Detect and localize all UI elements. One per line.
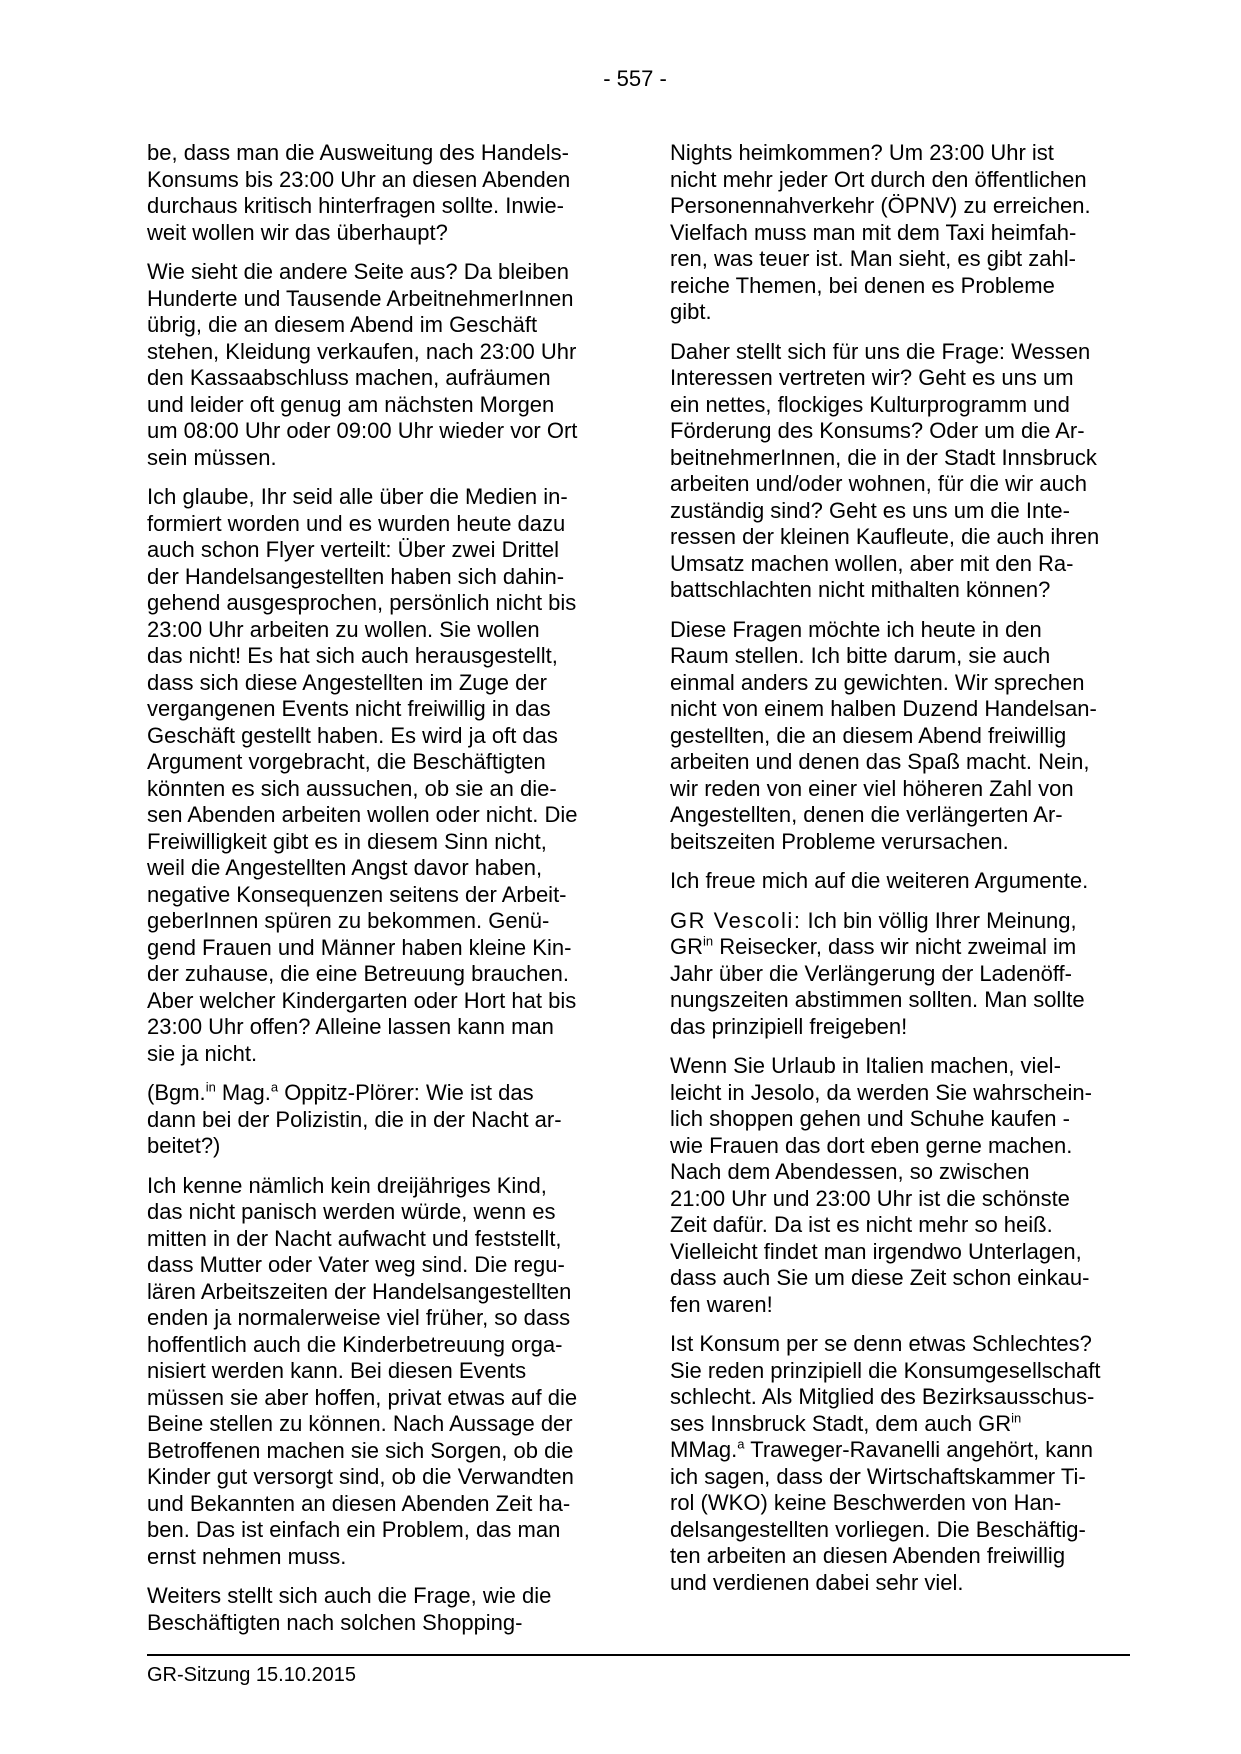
text-run: Mag. (215, 1080, 271, 1105)
text-run: Nach dem Abendessen, so zwischen (670, 1159, 1030, 1184)
paragraph (147, 1173, 627, 1571)
text-run: durchaus kritisch hinterfragen sollte. Inwie- (147, 193, 564, 218)
text-run: und Bekannten an diesen Abenden Zeit ha- (147, 1490, 571, 1516)
left-column (147, 140, 627, 1649)
text-run: Traweger-Ravanelli angehört, kann (744, 1437, 1094, 1462)
text-run: formiert worden und es wurden heute dazu (147, 510, 566, 536)
text-run: der Handelsangestellten haben sich dahin- (147, 563, 565, 589)
text-run: nisiert werden kann. Bei diesen Events (147, 1358, 527, 1383)
text-run: Förderung des Konsums? Oder um die Ar- (670, 418, 1085, 443)
text-run: das prinzipiell freigeben! (670, 1013, 908, 1039)
text-run: Interessen vertreten wir? Geht es uns um (670, 365, 1074, 390)
text-run: battschlachten nicht mithalten können? (670, 577, 1051, 602)
text-run: Wie sieht die andere Seite aus? Da bleiben (147, 259, 569, 284)
text-run: beitszeiten Probleme verursachen. (670, 828, 1009, 854)
text-run: Vielfach muss man mit dem Taxi heimfah- (670, 219, 1077, 245)
text-run: ren, was teuer ist. Man sieht, es gibt zahl- (670, 246, 1076, 271)
text-run: be, dass man die Ausweitung des Handels- (147, 140, 569, 165)
text-run: nicht mehr jeder Ort durch den öffentlichen (670, 166, 1087, 192)
text-run: gehend ausgesprochen, persönlich nicht bis (147, 590, 577, 615)
text-run: Wenn Sie Urlaub in Italien machen, viel- (670, 1053, 1061, 1078)
superscript-text: a (737, 1436, 745, 1452)
text-run: einmal anders zu gewichten. Wir sprechen (670, 669, 1085, 695)
paragraph (147, 1583, 627, 1636)
paragraph (670, 339, 1150, 604)
text-run: Reisecker, dass wir nicht zweimal im (713, 934, 1077, 959)
text-run: Freiwilligkeit gibt es in diesem Sinn nicht, (147, 828, 547, 854)
paragraph (670, 1331, 1150, 1596)
text-run: Jahr über die Verlängerung der Ladenöff- (670, 960, 1072, 986)
text-run: arbeiten und denen das Spaß macht. Nein, (670, 749, 1090, 774)
text-run: gend Frauen und Männer haben kleine Kin- (147, 934, 572, 960)
text-run: das nicht! Es hat sich auch herausgestellt, (147, 643, 558, 668)
text-run: ein nettes, flockiges Kulturprogramm und (670, 391, 1070, 417)
text-run: Kinder gut versorgt sind, ob die Verwandten (147, 1464, 574, 1489)
paragraph (670, 908, 1150, 1041)
text-run: stehen, Kleidung verkaufen, nach 23:00 Uhr (147, 338, 577, 364)
text-run: um 08:00 Uhr oder 09:00 Uhr wieder vor Ort (147, 418, 578, 443)
text-run: dass auch Sie um diese Zeit schon einkau- (670, 1265, 1090, 1290)
text-run: Betroffenen machen sie sich Sorgen, ob die (147, 1437, 574, 1463)
text-run: sen Abenden arbeiten wollen oder nicht. Die (147, 802, 578, 827)
text-run: ressen der kleinen Kaufleute, die auch ihren (670, 524, 1100, 549)
text-run: Geschäft gestellt haben. Es wird ja oft das (147, 722, 558, 748)
text-run: ben. Das ist einfach ein Problem, das man (147, 1517, 561, 1542)
text-run: dann bei der Polizistin, die in der Nacht ar- (147, 1106, 562, 1132)
text-run: Ich kenne nämlich kein dreijähriges Kind, (147, 1172, 547, 1198)
text-run: Ist Konsum per se denn etwas Schlechtes? (670, 1331, 1092, 1356)
text-run: lich shoppen gehen und Schuhe kaufen - (670, 1106, 1070, 1131)
text-run: der zuhause, die eine Betreuung brauchen. (147, 961, 569, 986)
text-run: (Bgm. (147, 1080, 206, 1105)
text-run: Raum stellen. Ich bitte darum, sie auch (670, 643, 1051, 668)
text-run: reiche Themen, bei denen es Probleme (670, 272, 1055, 298)
text-run: und leider oft genug am nächsten Morgen (147, 391, 555, 417)
text-run: Ich freue mich auf die weiteren Argumente. (670, 868, 1089, 893)
paragraph (670, 140, 1150, 326)
page-number: - 557 - (603, 66, 667, 91)
superscript-text: in (703, 933, 714, 949)
text-run: vergangenen Events nicht freiwillig in das (147, 696, 551, 721)
text-run: hoffentlich auch die Kinderbetreuung orga- (147, 1331, 563, 1357)
text-run: enden ja normalerweise viel früher, so dass (147, 1305, 571, 1330)
text-run: ses Innsbruck Stadt, dem auch GR (670, 1410, 1012, 1436)
paragraph (147, 140, 627, 246)
text-run: zuständig sind? Geht es uns um die Inte- (670, 497, 1070, 523)
text-run: Vielleicht findet man irgendwo Unterlagen, (670, 1238, 1082, 1264)
text-run: Nights heimkommen? Um 23:00 Uhr ist (670, 140, 1054, 165)
text-run: gibt. (670, 299, 712, 324)
text-run: dass sich diese Angestellten im Zuge der (147, 669, 547, 695)
text-run: fen waren! (670, 1291, 773, 1317)
text-run: sein müssen. (147, 444, 277, 470)
text-run: MMag. (670, 1437, 738, 1462)
text-run: wir reden von einer viel höheren Zahl von (670, 775, 1074, 801)
text-run: negative Konsequenzen seitens der Arbeit- (147, 881, 567, 907)
text-run: könnten es sich aussuchen, ob sie an die- (147, 775, 557, 801)
paragraph (670, 617, 1150, 856)
text-run: mitten in der Nacht aufwacht und feststellt, (147, 1225, 562, 1251)
text-run: geberInnen spüren zu bekommen. Genü- (147, 908, 550, 933)
text-run: Argument vorgebracht, die Beschäftigten (147, 749, 546, 774)
text-run: 23:00 Uhr arbeiten zu wollen. Sie wollen (147, 616, 540, 642)
paragraph (670, 868, 1150, 895)
text-run: arbeiten und/oder wohnen, für die wir auch (670, 471, 1088, 496)
text-run: Sie reden prinzipiell die Konsumgesellschaft (670, 1357, 1101, 1383)
footer-text: GR-Sitzung 15.10.2015 (147, 1664, 357, 1686)
text-run: den Kassaabschluss machen, aufräumen (147, 365, 551, 390)
text-run: Beine stellen zu können. Nach Aussage der (147, 1411, 573, 1436)
text-run: Personennahverkehr (ÖPNV) zu erreichen. (670, 193, 1091, 218)
text-run: Daher stellt sich für uns die Frage: Wessen (670, 338, 1091, 364)
text-run: Aber welcher Kindergarten oder Hort hat bis (147, 987, 577, 1013)
superscript-text: in (205, 1079, 216, 1095)
text-run: 21:00 Uhr und 23:00 Uhr ist die schönste (670, 1185, 1070, 1211)
superscript-text: in (1011, 1410, 1022, 1426)
text-run: rol (WKO) keine Beschwerden von Han- (670, 1490, 1062, 1515)
text-run: weil die Angestellten Angst davor haben, (147, 855, 543, 880)
text-run: Oppitz-Plörer: Wie ist das (278, 1080, 534, 1105)
text-run: sie ja nicht. (147, 1040, 258, 1066)
text-run: Umsatz machen wollen, aber mit den Ra- (670, 550, 1074, 576)
text-run: auch schon Flyer verteilt: Über zwei Drittel (147, 537, 560, 562)
text-run: ich sagen, dass der Wirtschaftskammer Ti- (670, 1463, 1086, 1489)
paragraph (147, 484, 627, 1067)
text-run: weit wollen wir das überhaupt? (147, 219, 448, 245)
text-run: gestellten, die an diesem Abend freiwillig (670, 722, 1067, 748)
text-run: übrig, die an diesem Abend im Geschäft (147, 312, 538, 337)
text-run: nicht von einem halben Duzend Handelsan- (670, 696, 1097, 721)
text-run: 23:00 Uhr offen? Alleine lassen kann man (147, 1014, 554, 1039)
text-run: schlecht. Als Mitglied des Bezirksausschus- (670, 1384, 1095, 1409)
text-run: Ich bin völlig Ihrer Meinung, (801, 907, 1077, 933)
footer-divider (147, 1654, 1130, 1656)
text-run: GR (670, 934, 703, 959)
text-run: Konsums bis 23:00 Uhr an diesen Abenden (147, 166, 571, 192)
text-run: leicht in Jesolo, da werden Sie wahrschein- (670, 1079, 1092, 1105)
text-run: Beschäftigten nach solchen Shopping- (147, 1609, 523, 1635)
text-run: Angestellten, denen die verlängerten Ar- (670, 802, 1063, 827)
text-run: delsangestellten vorliegen. Die Beschäftig- (670, 1516, 1086, 1542)
text-run: nungszeiten abstimmen sollten. Man sollte (670, 987, 1085, 1012)
text-run: ten arbeiten an diesen Abenden freiwillig (670, 1543, 1066, 1568)
text-run: beitnehmerInnen, die in der Stadt Innsbruck (670, 444, 1097, 470)
text-run: dass Mutter oder Vater weg sind. Die regu- (147, 1252, 565, 1277)
paragraph (147, 259, 627, 471)
text-run: Weiters stellt sich auch die Frage, wie die (147, 1583, 552, 1608)
text-run: Zeit dafür. Da ist es nicht mehr so heiß. (670, 1212, 1053, 1237)
text-run: beitet?) (147, 1133, 221, 1158)
paragraph (670, 1053, 1150, 1318)
text-run: Ich glaube, Ihr seid alle über die Medien in- (147, 484, 568, 509)
text-run: das nicht panisch werden würde, wenn es (147, 1199, 556, 1224)
text-run: wie Frauen das dort eben gerne machen. (670, 1132, 1073, 1158)
text-run: Diese Fragen möchte ich heute in den (670, 616, 1042, 642)
right-column (670, 140, 1150, 1609)
superscript-text: a (270, 1079, 279, 1095)
text-run: und verdienen dabei sehr viel. (670, 1569, 964, 1595)
text-run: ernst nehmen muss. (147, 1543, 347, 1569)
text-run: Hunderte und Tausende ArbeitnehmerInnen (147, 285, 574, 311)
text-run: lären Arbeitszeiten der Handelsangestellten (147, 1278, 572, 1304)
text-run: GR Vescoli: (670, 907, 802, 933)
paragraph (147, 1080, 627, 1160)
text-run: müssen sie aber hoffen, privat etwas auf die (147, 1384, 578, 1410)
